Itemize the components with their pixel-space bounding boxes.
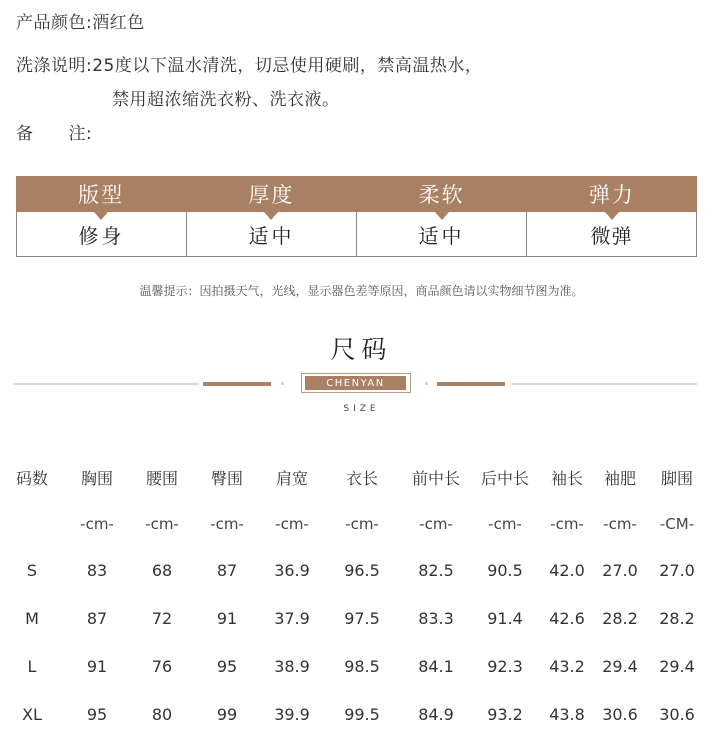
size-table-cell: 27.0 — [602, 561, 638, 580]
size-table-cell: 36.9 — [274, 561, 310, 580]
size-unit-label: -cm- — [550, 515, 584, 533]
wash-line-2 — [112, 85, 340, 110]
size-table-cell: 91.4 — [487, 609, 523, 628]
color-tip: 温馨提示：因拍摄天气，光线，显示器色差等原因，商品颜色请以实物细节图为准。 — [139, 284, 584, 298]
size-row-label: XL — [22, 705, 42, 724]
size-table-cell: 87 — [216, 561, 238, 580]
size-row-label: L — [27, 657, 37, 676]
size-unit-label: -cm- — [210, 515, 244, 533]
accent-bar-right — [437, 382, 505, 386]
size-table-cell: 92.3 — [487, 657, 523, 676]
size-table-cell: 93.2 — [487, 705, 523, 724]
size-table-cell: 82.5 — [418, 561, 454, 580]
size-table-cell: 30.6 — [602, 705, 638, 724]
accent-bar-left — [203, 382, 271, 386]
divider-right — [511, 383, 697, 385]
size-unit-label: -CM- — [659, 515, 695, 533]
size-table-cell: 42.6 — [549, 609, 585, 628]
attribute-value-row — [16, 212, 697, 257]
size-row-label: S — [26, 561, 38, 580]
size-column-header: 袖长 — [550, 469, 584, 488]
size-unit-label: -cm- — [419, 515, 453, 533]
size-table-cell: 90.5 — [487, 561, 523, 580]
divider-dot-left — [281, 382, 284, 385]
size-table-cell: 27.0 — [659, 561, 695, 580]
size-table-cell: 43.2 — [549, 657, 585, 676]
size-column-header: 后中长 — [480, 469, 530, 488]
size-column-header: 脚围 — [660, 469, 694, 488]
size-table-cell: 97.5 — [344, 609, 380, 628]
size-table-cell: 99.5 — [344, 705, 380, 724]
size-column-header: 码数 — [15, 469, 49, 488]
attribute-header-row — [16, 176, 697, 212]
size-table-cell: 38.9 — [274, 657, 310, 676]
size-table-cell: 37.9 — [274, 609, 310, 628]
size-unit-label: -cm- — [275, 515, 309, 533]
size-table-cell: 96.5 — [344, 561, 380, 580]
size-table-cell: 84.9 — [418, 705, 454, 724]
size-title: 尺码 — [330, 335, 393, 364]
size-column-header: 臀围 — [210, 469, 244, 488]
size-unit-label: -cm- — [488, 515, 522, 533]
size-column-header: 袖肥 — [603, 469, 637, 488]
size-table-cell: 98.5 — [344, 657, 380, 676]
size-table-cell: 28.2 — [659, 609, 695, 628]
note-line — [16, 119, 92, 144]
size-table-cell: 95 — [216, 657, 238, 676]
size-table-cell: 28.2 — [602, 609, 638, 628]
attribute-header: 版型 — [16, 176, 186, 212]
wash-text-1: 25度以下温水清洗，切忌使用硬刷，禁高温热水， — [92, 56, 483, 76]
size-table-cell: 83.3 — [418, 609, 454, 628]
attribute-value: 适中 — [187, 212, 357, 256]
size-unit-label: -cm- — [345, 515, 379, 533]
size-table-cell: 95 — [86, 705, 108, 724]
size-unit-label: -cm- — [80, 515, 114, 533]
size-column-header: 衣长 — [345, 469, 379, 488]
size-table-cell: 87 — [86, 609, 108, 628]
size-unit-label: -cm- — [145, 515, 179, 533]
divider-dot-right — [425, 382, 428, 385]
color-value: 酒红色 — [92, 13, 145, 33]
size-table-cell: 68 — [151, 561, 173, 580]
size-unit-label: -cm- — [603, 515, 637, 533]
size-column-header: 腰围 — [145, 469, 179, 488]
color-label: 产品颜色: — [16, 13, 93, 33]
wash-label: 洗涤说明: — [16, 56, 93, 76]
attribute-value: 微弹 — [590, 223, 633, 248]
divider-left — [14, 383, 199, 385]
size-table-cell: 76 — [151, 657, 173, 676]
size-table-cell: 43.8 — [549, 705, 585, 724]
color-line — [16, 8, 145, 33]
size-column-header: 肩宽 — [275, 469, 309, 488]
attribute-header: 弹力 — [527, 176, 697, 212]
size-table-cell: 99 — [216, 705, 238, 724]
size-table-cell: 83 — [86, 561, 108, 580]
size-row-label: M — [25, 609, 39, 628]
attribute-header: 柔软 — [357, 176, 527, 212]
brand-badge: CHENYAN — [305, 376, 406, 390]
size-table-cell: 30.6 — [659, 705, 695, 724]
size-table-cell: 91 — [86, 657, 108, 676]
attribute-value: 修身 — [17, 212, 187, 256]
size-column-header: 胸围 — [80, 469, 114, 488]
wash-text-2: 禁用超浓缩洗衣粉、洗衣液。 — [112, 90, 340, 110]
size-table-cell: 42.0 — [549, 561, 585, 580]
size-table-cell: 29.4 — [659, 657, 695, 676]
size-column-header: 前中长 — [411, 469, 461, 488]
attribute-value: 适中 — [357, 212, 527, 256]
attribute-header: 厚度 — [186, 176, 356, 212]
size-table-cell: 29.4 — [602, 657, 638, 676]
size-table-cell: 80 — [151, 705, 173, 724]
note-label: 备 注: — [16, 124, 93, 144]
wash-line-1 — [16, 51, 482, 76]
attribute-table — [16, 176, 697, 258]
size-table-cell: 84.1 — [418, 657, 454, 676]
size-table-cell: 72 — [151, 609, 173, 628]
size-table-cell: 91 — [216, 609, 238, 628]
size-table-cell: 39.9 — [274, 705, 310, 724]
size-subtitle: SIZE — [343, 404, 380, 414]
